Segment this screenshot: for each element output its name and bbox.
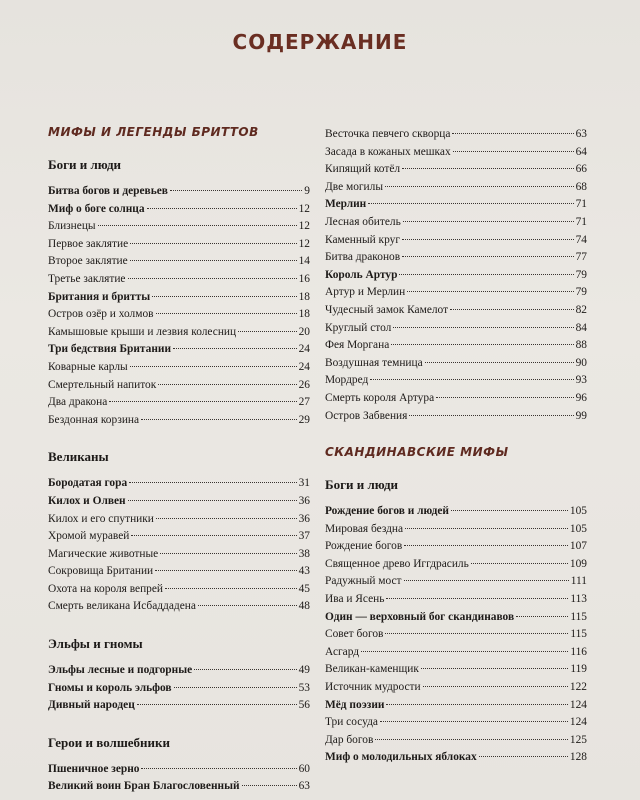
toc-entry [325,521,587,539]
dot-leader [393,327,573,328]
toc-entry-page: 24 [298,360,310,373]
toc-entry [325,679,587,697]
toc-entry [48,662,310,680]
dot-leader [165,588,297,589]
toc-entry-title: Коварные карлы [48,360,128,373]
toc-entry [48,563,310,581]
dot-leader [131,535,296,536]
toc-entry-title: Три сосуда [325,716,378,729]
toc-entry-page: 105 [569,522,587,535]
toc-entry-title: Воздушная темница [325,356,423,369]
toc-entry [325,732,587,750]
dot-leader [452,133,573,134]
toc-entry [325,556,587,574]
toc-entry-title: Сокровища Британии [48,565,154,578]
dot-leader [405,528,568,529]
dot-leader [421,668,568,669]
dot-leader [194,669,296,670]
toc-entry [48,598,310,616]
toc-entry-title: Смертельный напиток [48,378,157,391]
dot-leader [128,500,297,501]
toc-entry-title: Остров озёр и холмов [48,308,154,321]
dot-leader [386,598,568,599]
toc-entry [325,337,587,355]
toc-entry-page: 71 [575,198,587,211]
toc-entry-page: 115 [570,610,587,623]
toc-entry-page: 107 [569,540,587,553]
dot-leader [141,419,297,420]
toc-entry-page: 88 [575,339,587,352]
toc-entry [48,201,310,219]
dot-leader [130,243,296,244]
toc-entry-page: 12 [298,202,310,215]
dot-leader [130,260,297,261]
toc-entry-title: Первое заклятие [48,237,129,250]
section-heading: Герои и волшебники [48,734,171,750]
toc-entry-page: 96 [575,391,587,404]
toc-entry-page: 29 [298,413,310,426]
toc-entry-page: 63 [575,128,587,140]
toc-entry [48,546,310,564]
dot-leader [198,605,297,606]
dot-leader [402,239,574,240]
toc-entry [325,609,587,627]
toc-entry [325,355,587,373]
toc-entry-title: Ива и Ясень [325,593,385,606]
toc-entry [325,196,587,214]
toc-entry-title: Миф о молодильных яблоках [325,751,477,764]
dot-leader [404,545,568,546]
toc-entry-page: 79 [575,268,587,281]
toc-entry [48,697,310,715]
toc-entry-title: Король Артур [325,268,398,281]
toc-entry [325,161,587,179]
left-sections [48,157,310,796]
toc-entry-page: 12 [298,220,310,233]
toc-entry-page: 18 [298,308,310,321]
toc-entry-title: Миф о боге солнца [48,202,145,215]
dot-leader [479,756,568,757]
toc-entry-title: Килох и Олвен [48,494,126,507]
toc-entry-page: 116 [570,645,587,658]
dot-leader [129,482,296,483]
toc-entry [48,680,310,698]
toc-entry [325,626,587,644]
toc-entry-title: Радужный мост [325,575,402,588]
dot-leader [516,616,568,617]
dot-leader [128,278,297,279]
toc-entry [48,183,310,201]
toc-entry [48,528,310,546]
toc-entry [325,284,587,302]
dot-leader [402,256,573,257]
dot-leader [98,225,297,226]
toc-entry [325,573,587,591]
toc-entry [48,377,310,395]
toc-entry-page: 48 [298,600,310,613]
toc-entry [48,394,310,412]
toc-entry-title: Артур и Мерлин [325,286,406,299]
toc-entry-page: 93 [575,374,587,387]
toc-entry-title: Круглый стол [325,321,392,334]
dot-leader [453,151,574,152]
dot-leader [155,570,296,571]
toc-entry [48,581,310,599]
toc-entry-page: 84 [575,321,587,334]
toc-entry-page: 18 [298,290,310,303]
toc-entry [325,126,587,144]
dot-leader [375,739,568,740]
toc-entry-title: Бездонная корзина [48,413,140,426]
toc-entry-title: Охота на короля вепрей [48,582,164,595]
toc-entry [48,218,310,236]
part-title-britons: МИФЫ И ЛЕГЕНДЫ БРИТТОВ [48,125,259,139]
dot-leader [141,768,296,769]
toc-entry-page: 43 [298,565,310,578]
dot-leader [450,309,574,310]
toc-entry-page: 74 [575,233,587,246]
dot-leader [471,563,568,564]
toc-entry-title: Один — верховный бог скандинавов [325,610,515,623]
toc-entry-page: 20 [298,325,310,338]
toc-entry [325,232,587,250]
toc-entry [48,761,310,779]
toc-left-column [48,125,310,796]
part-title-scandinavian: СКАНДИНАВСКИЕ МИФЫ [325,445,509,460]
toc-entry-title: Эльфы лесные и подгорные [48,664,193,677]
toc-entry-page: 77 [575,251,587,264]
dot-leader [242,785,297,786]
toc-entry [325,320,587,338]
toc-entry-page: 122 [569,681,587,694]
toc-entry-title: Рождение богов и людей [325,505,449,518]
toc-entry-page: 90 [575,356,587,369]
toc-entry [48,289,310,307]
dot-leader [158,384,296,385]
toc-entry-title: Бородатая гора [48,477,128,490]
toc-entry-page: 124 [569,716,587,729]
toc-entry-title: Весточка певчего скворца [325,128,451,140]
toc-entry [325,249,587,267]
toc-entry-page: 125 [569,733,587,746]
toc-entry-page: 105 [569,505,587,518]
toc-entry [48,778,310,796]
toc-entry-page: 124 [569,698,587,711]
toc-entry-title: Кипящий котёл [325,163,401,176]
toc-entry [48,511,310,529]
toc-entry [325,591,587,609]
section-heading: Эльфы и гномы [48,636,143,652]
toc-entry-page: 128 [569,751,587,764]
toc-entry [325,214,587,232]
toc-entry [48,253,310,271]
toc-entry-page: 79 [575,286,587,299]
toc-entry-page: 64 [575,145,587,158]
toc-entry [325,714,587,732]
toc-entry-page: 71 [575,215,587,228]
toc-entry-title: Пшеничное зерно [48,762,140,775]
toc-entry-title: Фея Моргана [325,339,390,352]
toc-entry-page: 68 [575,180,587,193]
toc-entry-title: Мёд поэзии [325,698,385,711]
toc-entry-title: Дар богов [325,733,374,746]
dot-leader [436,397,573,398]
toc-entry-title: Третье заклятие [48,272,126,285]
toc-entry-page: 111 [570,575,587,588]
right-top-entries [325,126,587,425]
toc-entry-title: Три бедствия Британии [48,343,172,356]
toc-entry-page: 9 [304,185,310,197]
toc-entry-page: 113 [570,593,587,606]
dot-leader [160,553,296,554]
dot-leader [156,518,297,519]
toc-entry [48,306,310,324]
toc-entry-page: 31 [298,477,310,490]
toc-entry-page: 49 [298,664,310,677]
toc-entry-page: 36 [298,512,310,525]
toc-entry-page: 109 [569,557,587,570]
toc-entry-title: Мордред [325,374,369,387]
toc-entry-page: 36 [298,494,310,507]
toc-entry-page: 12 [298,237,310,250]
toc-entry-title: Британия и бритты [48,290,151,303]
toc-entry [325,503,587,521]
toc-entry-title: Великий воин Бран Благословенный [48,780,240,793]
page-title: СОДЕРЖАНИЕ [232,30,408,54]
toc-entry-title: Мировая бездна [325,522,404,535]
toc-entry-page: 82 [575,303,587,316]
dot-leader [409,415,573,416]
toc-entry [48,271,310,289]
toc-entry [48,412,310,430]
right-entries [325,503,587,767]
dot-leader [361,651,568,652]
toc-entry-page: 27 [298,396,310,409]
toc-entry-page: 63 [298,780,310,793]
dot-leader [391,344,573,345]
toc-entry-title: Великан-каменщик [325,663,419,676]
toc-entry [48,493,310,511]
dot-leader [451,510,568,511]
toc-entry-title: Мерлин [325,198,367,211]
section-heading: Боги и люди [325,477,399,493]
toc-entry-title: Засада в кожаных мешках [325,145,451,158]
dot-leader [380,721,568,722]
toc-entry-page: 53 [298,681,310,694]
toc-entry-title: Битва драконов [325,251,401,264]
toc-entry [48,359,310,377]
toc-entry-title: Близнецы [48,220,96,233]
toc-entry [48,475,310,493]
dot-leader [407,291,573,292]
toc-entry-title: Дивный народец [48,699,135,712]
dot-leader [423,686,568,687]
dot-leader [386,704,567,705]
toc-entry-page: 115 [570,628,587,641]
section-heading: Боги и люди [48,157,122,172]
toc-entry [325,749,587,767]
toc-entry-page: 38 [298,547,310,560]
toc-entry [325,372,587,390]
toc-entry-page: 66 [575,163,587,176]
dot-leader [238,331,296,332]
toc-entry-page: 45 [298,582,310,595]
dot-leader [385,186,574,187]
toc-entry-title: Смерть короля Артура [325,391,435,404]
toc-entry-title: Камышовые крыши и лезвия колесниц [48,325,237,338]
toc-entry-page: 60 [298,762,310,775]
toc-entry-title: Две могилы [325,180,383,193]
toc-entry-title: Два дракона [48,396,108,409]
toc-entry-title: Источник мудрости [325,681,421,694]
dot-leader [370,379,573,380]
toc-entry-title: Священное древо Иггдрасиль [325,557,469,570]
dot-leader [385,633,568,634]
toc-entry [325,302,587,320]
dot-leader [399,274,573,275]
toc-entry [325,267,587,285]
dot-leader [147,208,297,209]
dot-leader [173,348,297,349]
toc-entry-title: Хромой муравей [48,530,130,543]
toc-entry-title: Остров Забвения [325,409,408,422]
dot-leader [137,704,297,705]
toc-entry-title: Килох и его спутники [48,512,154,525]
toc-entry-title: Битва богов и деревьев [48,185,168,197]
toc-entry-page: 16 [298,272,310,285]
toc-entry-title: Каменный круг [325,233,401,246]
dot-leader [152,296,297,297]
toc-entry [325,408,587,426]
toc-entry-page: 26 [298,378,310,391]
dot-leader [170,190,302,191]
toc-entry-title: Рождение богов [325,540,403,553]
toc-entry-title: Смерть великана Исбаддадена [48,600,196,613]
dot-leader [174,687,297,688]
toc-entry-title: Второе заклятие [48,255,128,268]
toc-entry-page: 14 [298,255,310,268]
dot-leader [402,168,574,169]
toc-entry [325,179,587,197]
toc-entry-title: Чудесный замок Камелот [325,303,449,316]
section-heading: Великаны [48,449,109,465]
toc-entry-page: 119 [570,663,587,676]
toc-entry-title: Гномы и король эльфов [48,681,172,694]
dot-leader [109,401,296,402]
toc-entry [48,236,310,254]
dot-leader [156,313,297,314]
dot-leader [425,362,574,363]
toc-entry-title: Магические животные [48,547,159,560]
toc-entry-title: Асгард [325,645,360,658]
toc-entry-title: Лесная обитель [325,215,401,228]
toc-entry [325,390,587,408]
dot-leader [368,203,573,204]
toc-entry [325,144,587,162]
dot-leader [403,221,574,222]
toc-right-column [325,126,587,767]
toc-entry [325,661,587,679]
toc-entry-page: 37 [298,530,310,543]
toc-entry [325,538,587,556]
toc-entry [48,324,310,342]
toc-entry [325,697,587,715]
toc-entry-page: 99 [575,409,587,422]
toc-entry [48,341,310,359]
toc-entry-page: 56 [298,699,310,712]
dot-leader [130,366,297,367]
dot-leader [404,580,569,581]
toc-entry-page: 24 [298,343,310,356]
toc-entry-title: Совет богов [325,628,384,641]
toc-entry [325,644,587,662]
